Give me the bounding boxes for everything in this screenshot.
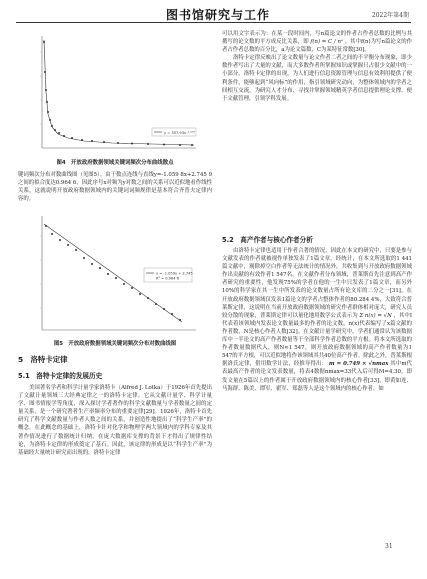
- page-number: 31: [385, 543, 393, 550]
- right-column-lower: [222, 247, 412, 393]
- core-author-formula: m = 0.749 × √nmax: [328, 361, 389, 368]
- paragraph-fragment: 其中m代表最高产作者的论文发表数量，将表4数据nmax=33代入后可得M=4.30，即发文量在5篇以上的作者属于开放政府数据领域内的核心作者[33]，即黄如连、马海群、陈美、谭军、翟军、郑磊等人是这个领域内的核心作者。如: [222, 361, 412, 392]
- paragraph-fragment: 由洛特卡定律也适用于作者合著的情况，因此在本文的研究中，只要是参与文献发表的作者就被视作单独发表了1篇文章。经统计，在本文所选取的1 441篇文献中，剔除掉空白作者等无法统计的情况外，共收集到与开放政府数据领域作出贡献的有效作者1 547名。在文献作者分布领域，普莱斯首先注意到高产作者研究的重要性，他发现75%的学者在他的一生中只发表了1篇文章，而另外10%的科学家在其一生中所发表的论文数量占所有论文库的二分之一[31]。在开放政府数据领域仅发表1篇论文的学者占整体作者的80.284 4%，大致符合普莱斯定律，这说明在当前开放政府数据领域的研究作者群体相对庞大，研究人员较分散的现象，普莱斯定律可以量化地用数学公式表示为: [222, 248, 412, 319]
- issue-label: 2022年第4期: [371, 12, 409, 19]
- figure-5-legend-r2: R² = 0.964 6: [156, 276, 179, 281]
- header-rule: [16, 22, 411, 23]
- figure-4-legend: y = 357.93x⁻¹·⁰⁵⁹: [164, 131, 195, 135]
- figure-5: [32, 212, 200, 336]
- section-5-heading: 5 洛特卡定律: [18, 355, 68, 364]
- figure-4-chart: [32, 32, 200, 154]
- paragraph-fragment: 。其中f(n)为写n篇论文的作者占作者总数的百分比，a为论文篇数，C为某特征常数[30]。: [222, 39, 413, 54]
- paragraph: 洛特卡定律反映出了论文数量与论文作者二者之间的不平衡分布现象，即少数作者写出了大量的文献，而大多数作者所掌握知识或掌握只占很少文献中的一小部分。洛特卡定律的出现，为人们进行信息资源管理与信息有效利用提供了便利条件，能够起到“风向标”的作用，指引领域研究动向，为整体领域内的学者之间相互交流，为研究人才分布、寻找并掌握领域精英学者信息提供理论支撑，便于文献管理，引领学科发展。: [222, 55, 412, 102]
- journal-masthead: 图书馆研究与工作: [165, 8, 270, 22]
- figure-4: [32, 32, 200, 154]
- paragraph: 键词频次分布对数曲线图（见图5）。由于数点连线与直线y=-1.059 8x+2.745 9之间的拟合度达0.964 6，因此序号x对频为y对数之间的关系可以近似地看作线性关系，这就说明开放政府数据领域内的关键词词频规律是基本符合齐普夫定律内容的。: [18, 172, 212, 203]
- paragraph-fragment: ，其中I代表着该领域内发表论文数量最多的作者的论文数，n(x)代表编写了x篇文献的作者数，N是核心作者人数[32]。在文献计量学研究中，学者们通常认为该数据库中一半论文的高产作者数量等于全部科学作者总数的平方根。将本文所选取的作者数量数据代入，则N≈1 547，则开放政府数据领域的高产作者数量为1 547的平方根，可以近似地将作该领域其共40位高产作者。除此之外，普莱斯根据洛氏定律，借用数学计法，经推导得出：: [222, 312, 412, 368]
- figure-4-caption: 图4 开放政府数据领域关键词频次分布曲线散点: [56, 160, 174, 166]
- section-5-2-heading: 5.2 高产作者与核心作者分析: [222, 236, 313, 244]
- left-column-lower: [18, 384, 212, 457]
- lotka-formula: f(n) = C / nᵃ: [310, 39, 343, 46]
- figure-5-chart: [32, 212, 200, 336]
- price-formula: Σ n(x) = √N: [359, 312, 392, 319]
- paragraph: 美国著名学者和科学计量学家洛特卡（Alfred J. Lotka）于1926年首先提出了文献计量领域三大经典定律之一的洛特卡定律。它从文献计量学、科学计量学、图书情报学等角度，深入探讨学者著作的科学文献数量与学者数量之间的定量关系，是一个研究著者生产率频率分布的重要定律[29]。1926年，洛特卡首先研究了科学文献数量与作者人数之间的关系，并创造性地提出了“科学生产率”的概念。在此概念的基础上，洛特卡针对化学和物理学两大领域内的学科专家及其著作情况进行了数据统计归纳，在庞大数据库支撑的背景下才得出了规律性结论，为洛特卡定律的形成奠定了基石。因此，该定律的形成是以“科学生产率”为基础经大量统计研究而出现的。洛特卡定律: [18, 385, 212, 456]
- section-5-1-heading: 5.1 洛特卡定律的发展历史: [18, 372, 103, 380]
- right-column-upper: [222, 30, 412, 103]
- figure-5-caption: 图5 开放政府数据领域关键词频次分布对数曲线图: [53, 341, 177, 347]
- paragraph-fragment: 可以用文字表示为：在某一段时间内，写n篇论文的作者占作者总数的比例与其撰写的论文数的平方成反比关系，即: [222, 31, 412, 46]
- left-column-upper: [18, 171, 212, 203]
- figure-5-legend-eq: y = -1.059x + 2.745: [156, 271, 193, 276]
